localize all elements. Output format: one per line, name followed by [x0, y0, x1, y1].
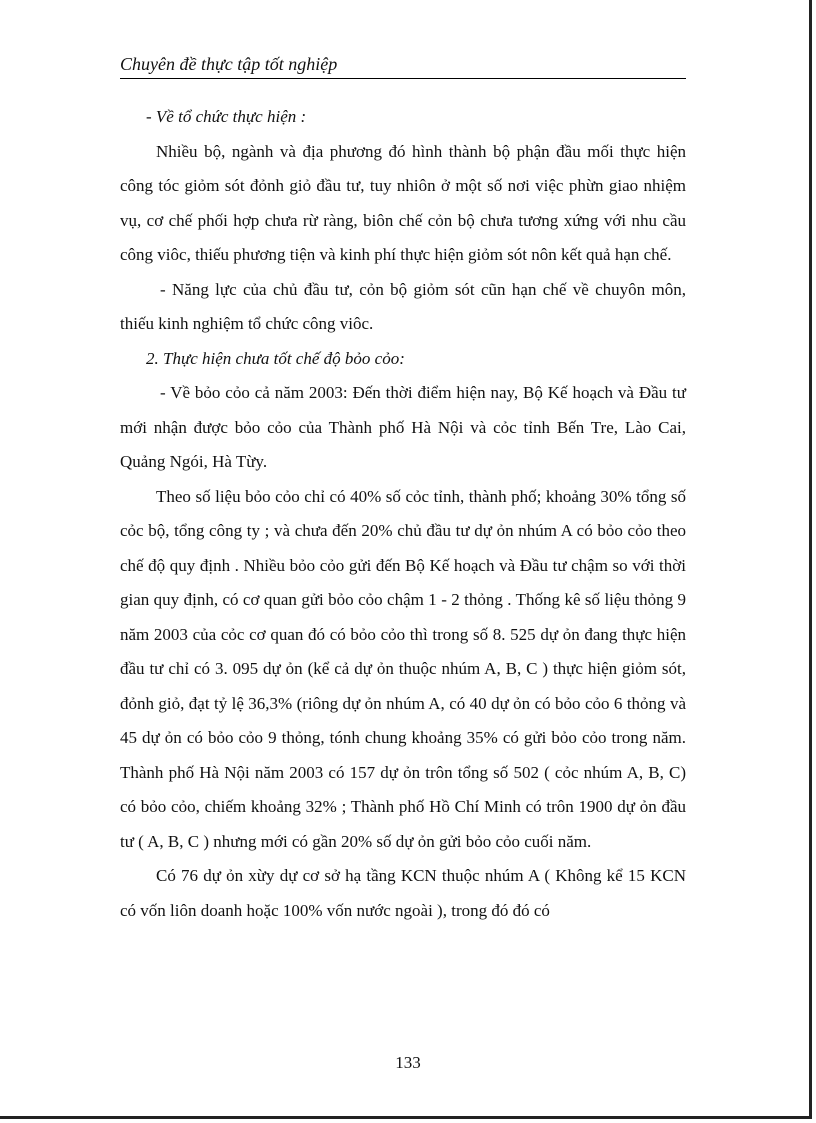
paragraph: Có 76 dự ỏn xừy dự cơ sở hạ tầng KCN thuộc nhúm A ( Không kể 15 KCN có vốn liôn doanh hoặc 100% vốn nước ngoài ), trong đó đó có: [120, 866, 686, 920]
paragraph: Theo số liệu bỏo cỏo chỉ có 40% số cỏc tỉnh, thành phố; khoảng 30% tổng số cỏc bộ, tổng công ty ; và chưa đến 20% chủ đầu tư dự ỏn nhúm A có bỏo cỏo theo chế độ quy định . Nhiều bỏo cỏo gửi đến Bộ Kế hoạch và Đầu tư chậm so với thời gian quy định, có cơ quan gửi bỏo cỏo chậm 1 - 2 thỏng . Thống kê số liệu thỏng 9 năm 2003 của cỏc cơ quan đó có bỏo cỏo thì trong số 8. 525 dự ỏn đang thực hiện đầu tư chỉ có 3. 095 dự ỏn (kể cả dự ỏn thuộc nhúm A, B, C ) thực hiện giỏm sót, đỏnh giỏ, đạt tỷ lệ 36,3% (riông dự ỏn nhúm A, có 40 dự ỏn có bỏo cỏo 6 thỏng và 45 dự ỏn có bỏo cỏo 9 thỏng, tónh chung khoảng 35% có gửi bỏo cỏo trong năm. Thành phố Hà Nội năm 2003 có 157 dự ỏn trôn tổng số 502 ( cỏc nhúm A, B, C) có bỏo cỏo, chiếm khoảng 32% ; Thành phố Hồ Chí Minh có trôn 1900 dự ỏn đầu tư ( A, B, C ) nhưng mới có gần 20% số dự ỏn gửi bỏo cỏo cuối năm.: [120, 486, 686, 851]
running-header: Chuyên đề thực tập tốt nghiệp: [120, 52, 686, 79]
paragraph: Nhiều bộ, ngành và địa phương đó hình thành bộ phận đầu mối thực hiện công tóc giỏm sót đỏnh giỏ đầu tư, tuy nhiôn ở một số nơi việc phừn giao nhiệm vụ, cơ chế phối hợp chưa rừ ràng, biôn chế cỏn bộ chưa tương xứng với nhu cầu công viôc, thiếu phương tiện và kinh phí thực hiện giỏm sót nôn kết quả hạn chế.: [120, 141, 686, 264]
page-number: 133: [395, 1053, 421, 1072]
document-body: [120, 100, 686, 928]
section-heading-organization: - Về tổ chức thực hiện :: [146, 107, 307, 126]
paragraph: - Năng lực của chủ đầu tư, cỏn bộ giỏm sót cũn hạn chế về chuyôn môn, thiếu kinh nghiệm tổ chức công viôc.: [120, 279, 686, 333]
section-heading-reporting: 2. Thực hiện chưa tốt chế độ bỏo cỏo:: [146, 348, 405, 368]
paragraph: - Về bỏo cỏo cả năm 2003: Đến thời điểm hiện nay, Bộ Kế hoạch và Đầu tư mới nhận được bỏo cỏo của Thành phố Hà Nội và cỏc tỉnh Bến Tre, Lào Cai, Quảng Ngói, Hà Từy.: [120, 383, 686, 471]
